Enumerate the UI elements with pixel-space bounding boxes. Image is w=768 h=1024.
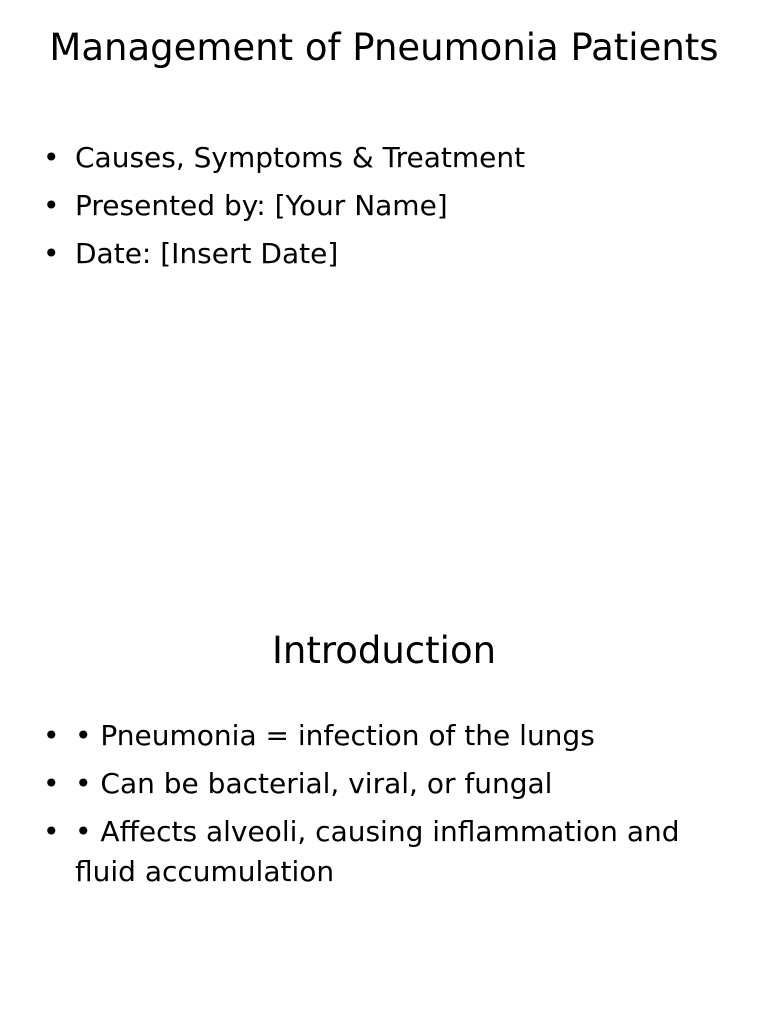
bullet-text: Date: [Insert Date]: [75, 237, 339, 270]
list-item: [0, 186, 768, 226]
list-item: [0, 812, 768, 892]
bullet-icon: •: [43, 815, 60, 848]
bullet-text: • Pneumonia = infection of the lungs: [75, 719, 595, 752]
bullet-text: Presented by: [Your Name]: [75, 189, 448, 222]
bullet-list: [0, 716, 768, 900]
bullet-text: • Can be bacterial, viral, or fungal: [75, 767, 553, 800]
bullet-list: [0, 138, 768, 282]
bullet-icon: •: [43, 237, 60, 270]
list-item: [0, 716, 768, 756]
slide-title: Introduction: [271, 629, 497, 672]
bullet-text: Causes, Symptoms & Treatment: [75, 141, 526, 174]
slide-title: Management of Pneumonia Patients: [49, 26, 719, 69]
bullet-icon: •: [43, 767, 60, 800]
list-item: [0, 234, 768, 274]
bullet-text: • Affects alveoli, causing inflammation and fluid accumulation: [75, 815, 680, 888]
bullet-icon: •: [43, 189, 60, 222]
bullet-icon: •: [43, 141, 60, 174]
list-item: [0, 138, 768, 178]
bullet-icon: •: [43, 719, 60, 752]
slide-2: [0, 512, 768, 1024]
list-item: [0, 764, 768, 804]
